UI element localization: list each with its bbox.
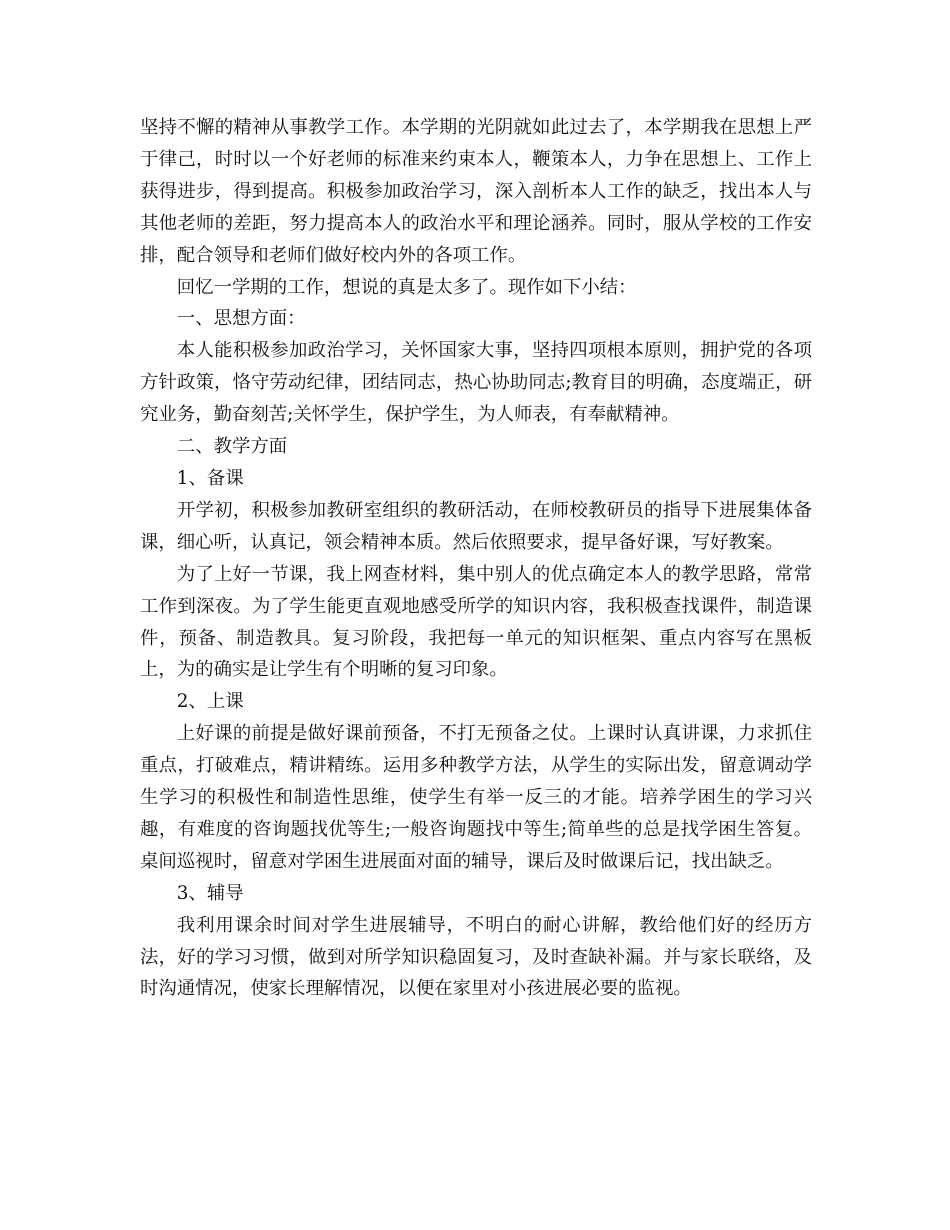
document-body xyxy=(140,112,812,1005)
paragraph-intro: 回忆一学期的工作，想说的真是太多了。现作如下小结： xyxy=(176,276,637,298)
paragraph-class: 上好课的前提是做好课前预备，不打无预备之仗。上课时认真讲课，力求抓住重点，打破难点，精讲精练。运用多种教学方法，从学生的实际出发，留意调动学生学习的积极性和制造性思维，使学生有举一反三的才能。培养学困生的学习兴趣，有难度的咨询题找优等生;一般咨询题找中等生;简单些的总是找学困生答复。桌间巡视时，留意对学困生进展面对面的辅导，课后及时做课后记，找出缺乏。 xyxy=(140,723,812,872)
subheading-tutoring: 3、辅导 xyxy=(176,882,244,904)
paragraph-thought: 本人能积极参加政治学习，关怀国家大事，坚持四项根本原则，拥护党的各项方针政策，恪守劳动纪律，团结同志，热心协助同志;教育目的明确，态度端正，研究业务，勤奋刻苦;关怀学生，保护学生，为人师表，有奉献精神。 xyxy=(140,340,812,426)
paragraph-lesson-prep-2: 为了上好一节课，我上网查材料，集中别人的优点确定本人的教学思路，常常工作到深夜。为了学生能更直观地感受所学的知识内容，我积极查找课件，制造课件，预备、制造教具。复习阶段，我把每一单元的知识框架、重点内容写在黑板上，为的确实是让学生有个明晰的复习印象。 xyxy=(140,563,812,681)
subheading-lesson-prep: 1、备课 xyxy=(176,467,244,489)
paragraph-tutoring: 我利用课余时间对学生进展辅导，不明白的耐心讲解，教给他们好的经历方法，好的学习习惯，做到对所学知识稳固复习，及时查缺补漏。并与家长联络，及时沟通情况，使家长理解情况，以便在家里对小孩进展必要的监视。 xyxy=(140,914,812,1000)
section-heading-teaching: 二、教学方面 xyxy=(176,436,288,458)
paragraph-continuation: 坚持不懈的精神从事教学工作。本学期的光阴就如此过去了，本学期我在思想上严于律己，时时以一个好老师的标准来约束本人，鞭策本人，力争在思想上、工作上获得进步，得到提高。积极参加政治学习，深入剖析本人工作的缺乏，找出本人与其他老师的差距，努力提高本人的政治水平和理论涵养。同时，服从学校的工作安排，配合领导和老师们做好校内外的各项工作。 xyxy=(140,117,812,266)
paragraph-lesson-prep-1: 开学初，积极参加教研室组织的教研活动，在师校教研员的指导下进展集体备课，细心听，认真记，领会精神本质。然后依照要求，提早备好课，写好教案。 xyxy=(140,499,812,553)
subheading-class: 2、上课 xyxy=(176,691,244,713)
section-heading-thought: 一、思想方面： xyxy=(176,308,306,330)
